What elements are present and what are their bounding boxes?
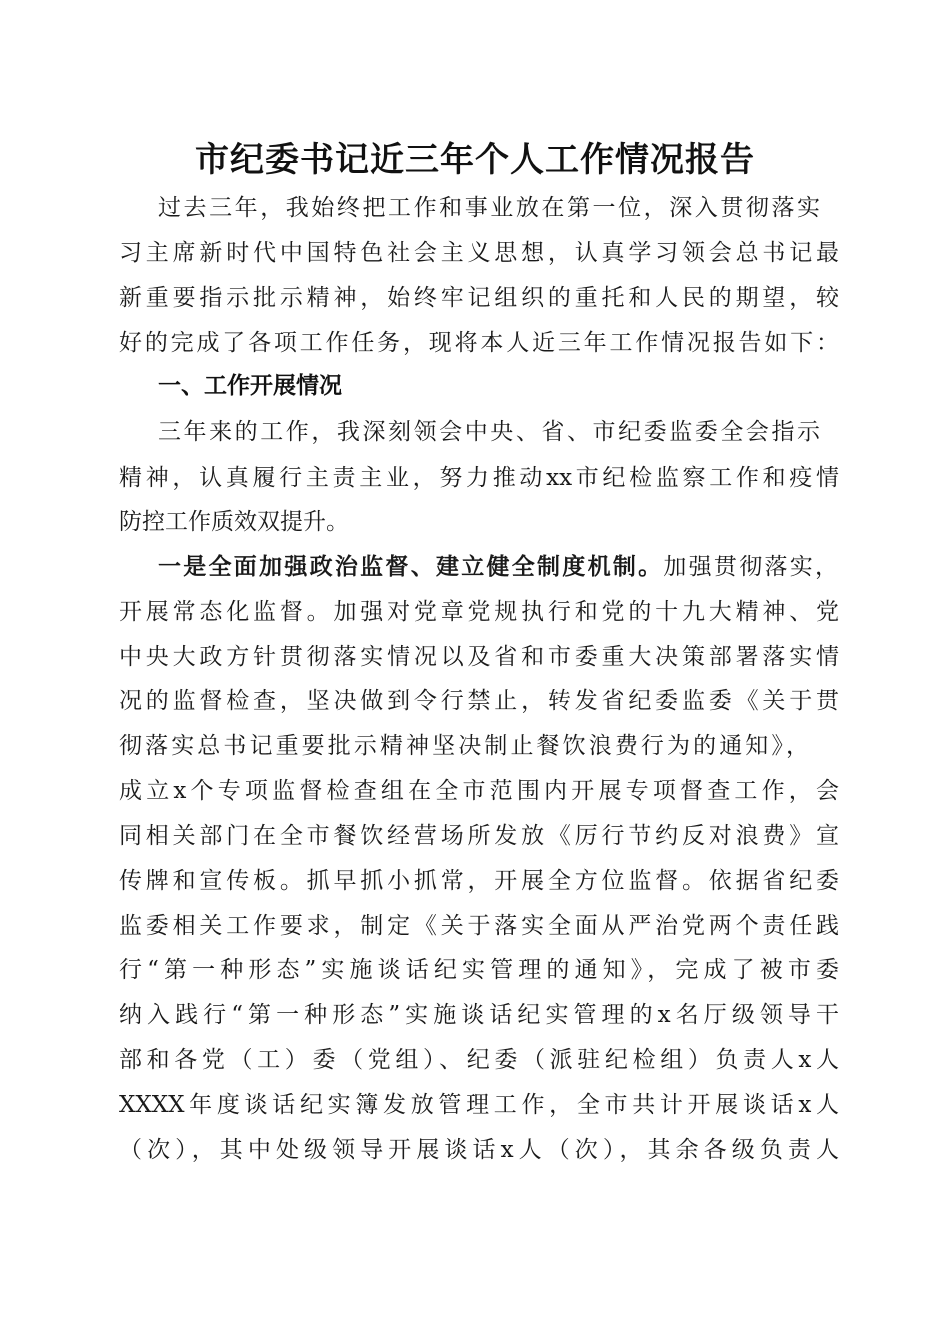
point-one-line-7: 同相关部门在全市餐饮经营场所发放《厉行节约反对浪费》宣: [119, 823, 839, 849]
point-one-line-8: 传牌和宣传板。抓早抓小抓常，开展全方位监督。依据省纪委: [119, 868, 839, 894]
point-one-line-12: 部和各党（工）委（党组）、纪委（派驻纪检组）负责人x人: [119, 1047, 839, 1073]
point-one-lead: 一是全面加强政治监督、建立健全制度机制。: [158, 553, 664, 580]
intro-line-1: 过去三年，我始终把工作和事业放在第一位，深入贯彻落实: [158, 195, 820, 221]
point-one-line-14: （次），其中处级领导开展谈话x人（次），其余各级负责人: [119, 1137, 839, 1163]
section-intro-line-2: 精神，认真履行主责主业，努力推动xx市纪检监察工作和疫情: [119, 465, 839, 491]
point-one-line-4: 况的监督检查，坚决做到令行禁止，转发省纪委监委《关于贯: [119, 688, 839, 714]
point-one-line-11: 纳入践行“第一种形态”实施谈话纪实管理的x名厅级领导干: [119, 1002, 839, 1028]
intro-line-4: 好的完成了各项工作任务，现将本人近三年工作情况报告如下：: [119, 330, 839, 356]
section-heading: 一、工作开展情况: [158, 373, 342, 399]
document-title: 市纪委书记近三年个人工作情况报告: [195, 140, 755, 180]
point-one-line-6: 成立x个专项监督检查组在全市范围内开展专项督查工作，会: [119, 778, 839, 804]
point-one-line-10: 行“第一种形态”实施谈话纪实管理的通知》，完成了被市委: [119, 957, 839, 983]
point-one-first-line: [158, 545, 838, 589]
point-one-line-13: XXXX年度谈话纪实簿发放管理工作，全市共计开展谈话x人: [119, 1092, 839, 1118]
section-intro-line-3: 防控工作质效双提升。: [119, 509, 349, 535]
point-one-line-3: 中央大政方针贯彻落实情况以及省和市委重大决策部署落实情: [119, 644, 839, 670]
point-one-line-9: 监委相关工作要求，制定《关于落实全面从严治党两个责任践: [119, 913, 839, 939]
section-intro-line-1: 三年来的工作，我深刻领会中央、省、市纪委监委全会指示: [158, 419, 820, 445]
point-one-first-line-rest: 加强贯彻落实，: [663, 554, 839, 580]
point-one-line-2: 开展常态化监督。加强对党章党规执行和党的十九大精神、党: [119, 599, 839, 625]
point-one-line-5: 彻落实总书记重要批示精神坚决制止餐饮浪费行为的通知》，: [119, 733, 809, 759]
intro-line-3: 新重要指示批示精神，始终牢记组织的重托和人民的期望，较: [119, 285, 839, 311]
intro-line-2: 习主席新时代中国特色社会主义思想，认真学习领会总书记最: [119, 240, 839, 266]
